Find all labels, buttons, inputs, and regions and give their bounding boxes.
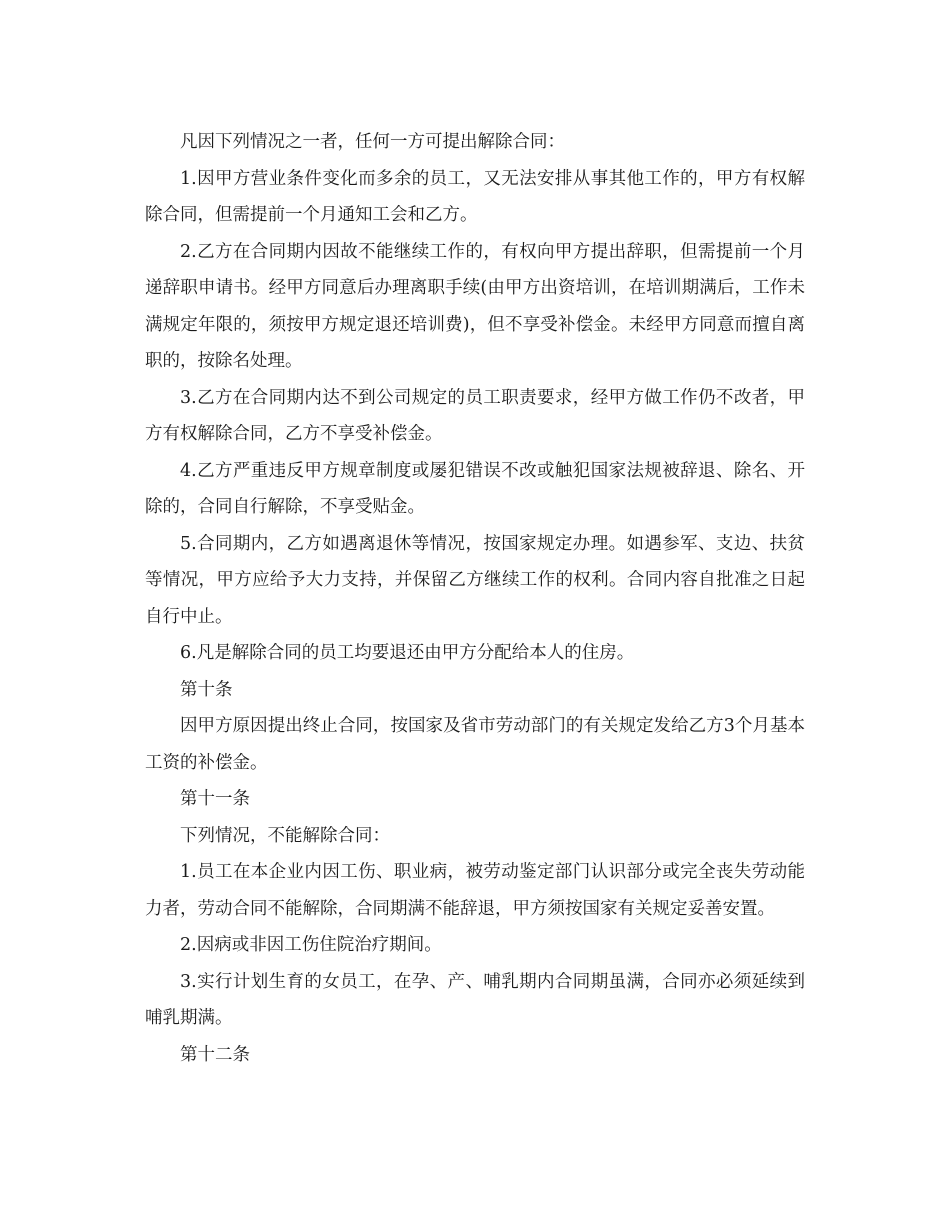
- paragraph-article-11-item-3: 3.实行计划生育的女员工，在孕、产、哺乳期内合同期虽满，合同亦必须延续到哺乳期满。: [145, 971, 805, 1028]
- paragraph-termination-intro: 凡因下列情况之一者，任何一方可提出解除合同：: [180, 132, 565, 152]
- paragraph-article-10: 因甲方原因提出终止合同，按国家及省市劳动部门的有关规定发给乙方3个月基本工资的补偿金。: [145, 716, 805, 773]
- article-heading-12: 第十二条: [180, 1044, 250, 1065]
- document-body: [145, 124, 805, 1073]
- paragraph-clause-5: 5.合同期内，乙方如遇离退休等情况，按国家规定办理。如遇参军、支边、扶贫等情况，甲方应给予大力支持，并保留乙方继续工作的权利。合同内容自批准之日起自行中止。: [145, 533, 805, 627]
- paragraph-clause-3: 3.乙方在合同期内达不到公司规定的员工职责要求，经甲方做工作仍不改者，甲方有权解除合同，乙方不享受补偿金。: [145, 387, 805, 444]
- article-heading-10: 第十条: [180, 679, 233, 700]
- paragraph-article-11-intro: 下列情况，不能解除合同：: [180, 825, 390, 846]
- paragraph-clause-2: 2.乙方在合同期内因故不能继续工作的，有权向甲方提出辞职，但需提前一个月递辞职申请书。经甲方同意后办理离职手续(由甲方出资培训，在培训期满后，工作未满规定年限的，须按甲方规定退还培训费)，但不享受补偿金。未经甲方同意而擅自离职的，按除名处理。: [145, 241, 805, 371]
- article-heading-11: 第十一条: [180, 789, 250, 809]
- paragraph-clause-4: 4.乙方严重违反甲方规章制度或屡犯错误不改或触犯国家法规被辞退、除名、开除的，合同自行解除，不享受贴金。: [145, 460, 805, 517]
- paragraph-clause-1: 1.因甲方营业条件变化而多余的员工，又无法安排从事其他工作的，甲方有权解除合同，但需提前一个月通知工会和乙方。: [145, 168, 805, 225]
- paragraph-article-11-item-1: 1.员工在本企业内因工伤、职业病，被劳动鉴定部门认识部分或完全丧失劳动能力者，劳动合同不能解除，合同期满不能辞退，甲方须按国家有关规定妥善安置。: [145, 862, 805, 919]
- paragraph-clause-6: 6.凡是解除合同的员工均要退还由甲方分配给本人的住房。: [180, 643, 635, 663]
- paragraph-article-11-item-2: 2.因病或非因工伤住院治疗期间。: [180, 935, 442, 955]
